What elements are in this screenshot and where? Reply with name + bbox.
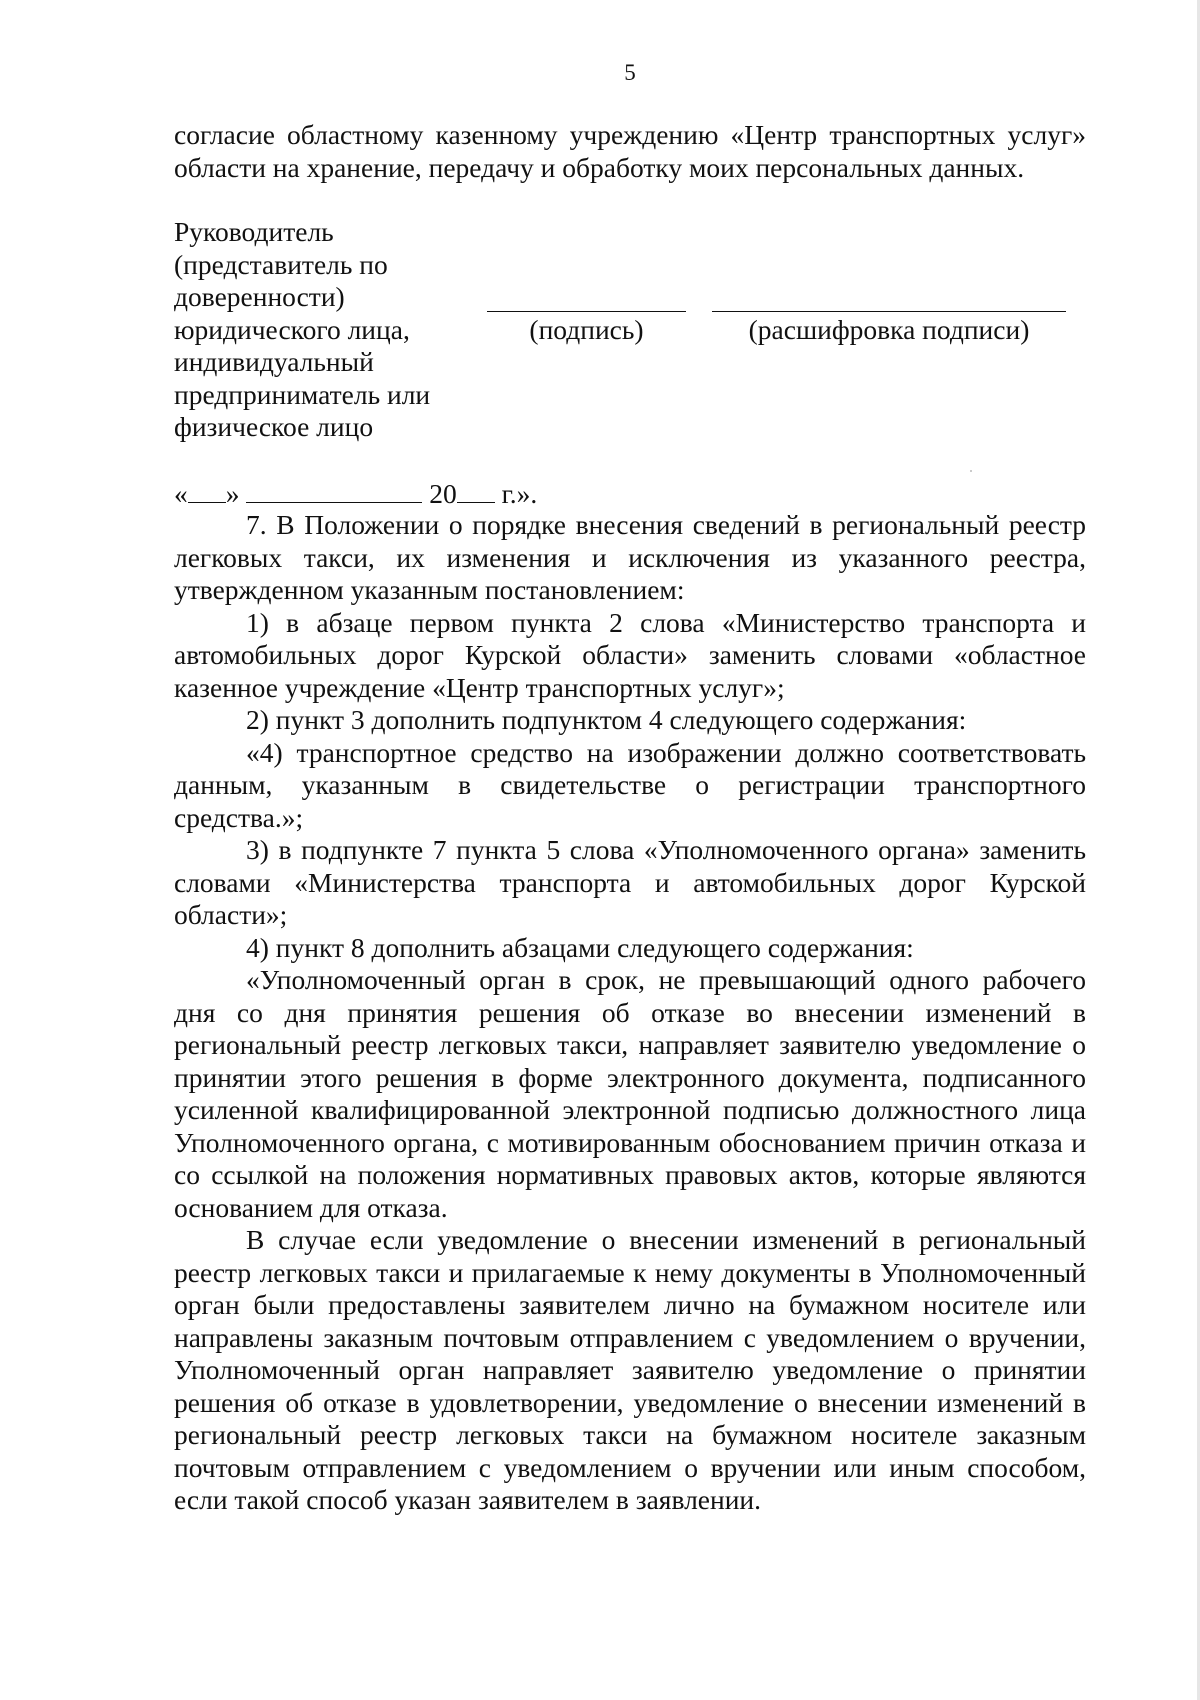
date-line (174, 478, 537, 511)
scan-speck (970, 470, 972, 472)
paragraph-paper-notice: В случае если уведомление о внесении изменений в региональный реестр легковых такси и прилагаемые к нему документы в Уполномоченный орган были предоставлены заявителем лично на бумажном носителе или направлены заказным почтовым отправлением с уведомлением о вручении, Уполномоченный орган направляет заявителю уведомление о принятии решения об отказе в удовлетворении, уведомление о внесении изменений в региональный реестр легковых такси на бумажном носителе заказным почтовым отправлением с уведомлением о вручении или иным способом, если такой способ указан заявителем в заявлении. (174, 1224, 1086, 1515)
date-open-quote: « (174, 478, 188, 509)
paragraph-subitem-2: 2) пункт 3 дополнить подпунктом 4 следующего содержания: (246, 704, 967, 735)
paragraph-quoted-notice: «Уполномоченный орган в срок, не превышающий одного рабочего дня со дня принятия решения об отказе во внесении изменений в региональный реестр легковых такси, направляет заявителю уведомление о принятии этого решения в форме электронного документа, подписанного усиленной квалифицированной электронной подписью должностного лица Уполномоченного органа, с мотивированным обоснованием причин отказа и со ссылкой на положения нормативных правовых актов, которые являются основанием для отказа. (174, 964, 1086, 1223)
paragraph-subitem-4: 4) пункт 8 дополнить абзацами следующего содержания: (246, 931, 914, 963)
intro-paragraph: согласие областному казенному учреждению «Центр транспортных услуг» области на хранение, передачу и обработку моих персональных данных. (174, 119, 1086, 183)
signature-caption: (подпись) (529, 314, 644, 345)
signatory-role-line: (представитель по (174, 248, 388, 280)
signatory-role-line: индивидуальный (174, 346, 374, 377)
paragraph-subitem-1: 1) в абзаце первом пункта 2 слова «Министерство транспорта и автомобильных дорог Курской области» заменить словами «областное казенное учреждение «Центр транспортных услуг»; (174, 606, 1086, 703)
intro-paragraph-block (174, 119, 1086, 184)
date-year-blank (457, 478, 495, 503)
signatory-role-line: доверенности) (174, 281, 345, 312)
page-number: 5 (624, 60, 636, 85)
signature-decryption-caption: (расшифровка подписи) (748, 314, 1030, 345)
signatory-role-line: юридического лица, (174, 313, 410, 345)
date-close-quote: » (225, 478, 240, 509)
amendment-text (174, 509, 1086, 1517)
date-year-prefix: 20 (429, 478, 457, 509)
date-day-blank (188, 478, 226, 503)
signatory-role (174, 216, 474, 444)
signature-line (487, 311, 686, 312)
signatory-role-line: физическое лицо (174, 411, 374, 442)
paragraph-item-7: 7. В Положении о порядке внесения сведений в региональный реестр легковых такси, их изменения и исключения из указанного реестра, утвержденном указанным постановлением: (174, 509, 1086, 605)
paragraph-quoted-subitem-4: «4) транспортное средство на изображении должно соответствовать данным, указанным в свидетельстве о регистрации транспортного средства.»; (174, 736, 1086, 833)
signatory-role-line: Руководитель (174, 216, 334, 247)
signatory-role-line: предприниматель или (174, 378, 431, 410)
date-month-blank (246, 478, 422, 503)
date-suffix: г.». (501, 478, 538, 509)
signature-decryption-line (712, 311, 1066, 312)
paragraph-subitem-3: 3) в подпункте 7 пункта 5 слова «Уполномоченного органа» заменить словами «Министерства транспорта и автомобильных дорог Курской области»; (174, 834, 1086, 930)
